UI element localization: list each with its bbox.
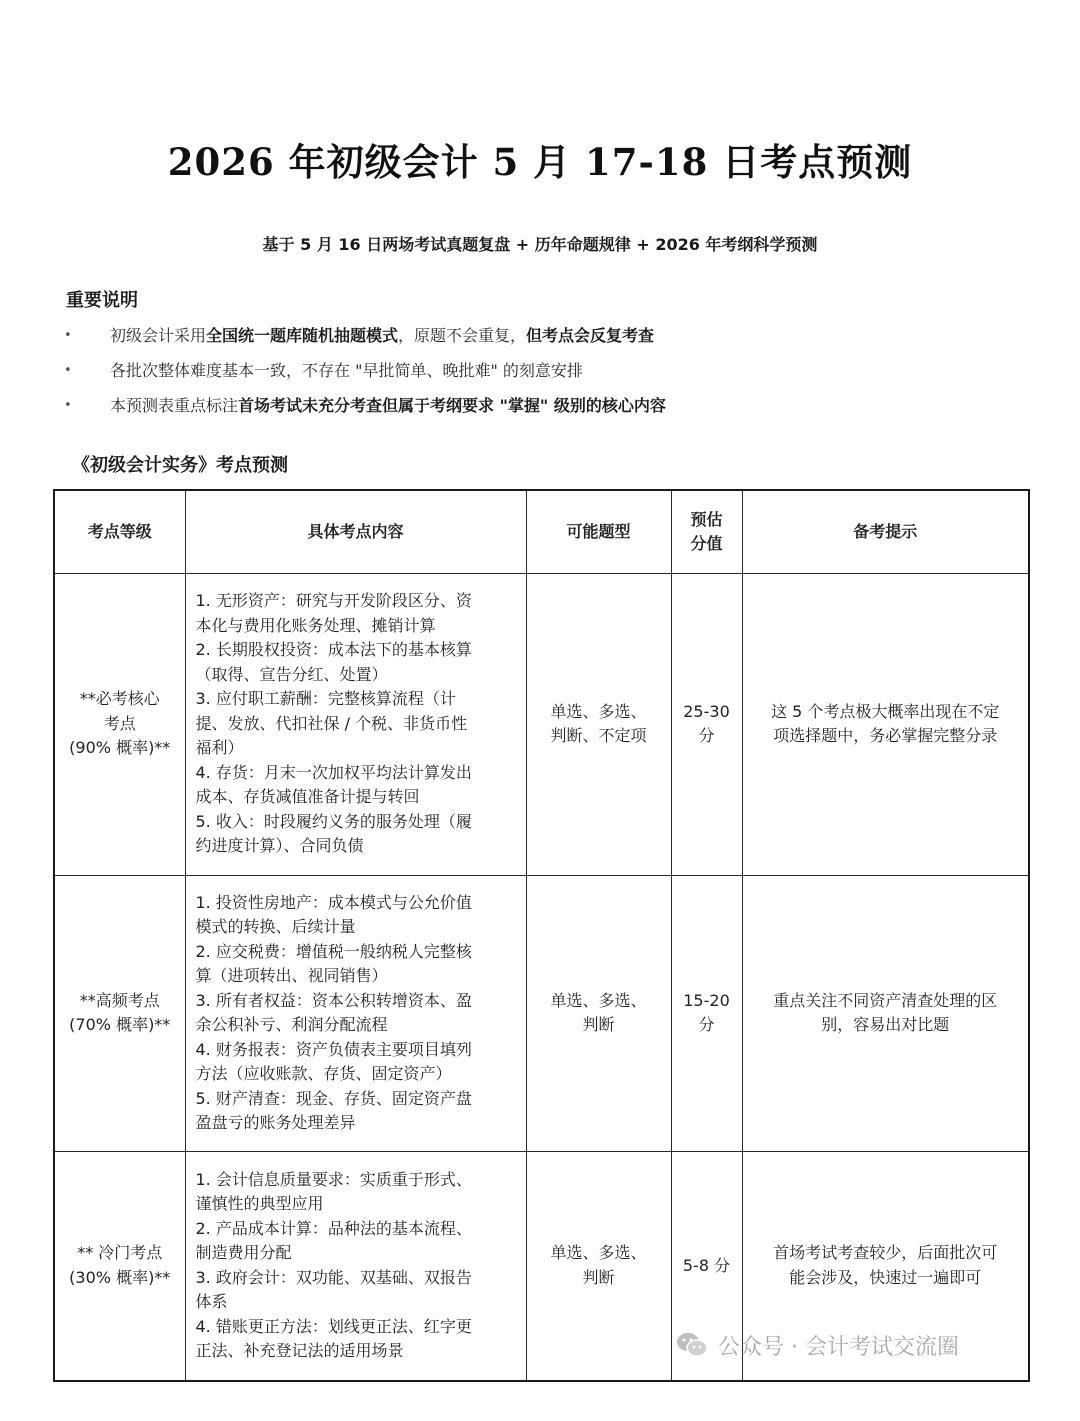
cell-level: ** 冷门考点 (30% 概率)** [54, 1151, 185, 1381]
table-row [54, 875, 1029, 1151]
header-types: 可能题型 [526, 490, 671, 573]
cell-content: 1. 会计信息质量要求：实质重于形式、 谨慎性的典型应用 2. 产品成本计算：品种法的基本流程、 制造费用分配 3. 政府会计：双功能、双基础、双报告 体系 4. 错账更正方法：划线更正法、红字更 正法、补充登记法的适用场景 [185, 1151, 526, 1381]
bullet-icon: • [64, 363, 72, 378]
note-text: 本预测表重点标注首场考试未充分考查但属于考纲要求 "掌握" 级别的核心内容 [110, 396, 666, 415]
cell-tip: 首场考试考查较少，后面批次可 能会涉及，快速过一遍即可 [742, 1151, 1029, 1381]
document-subtitle: 基于 5 月 16 日两场考试真题复盘 + 历年命题规律 + 2026 年考纲科学预测 [262, 235, 818, 254]
cell-tip: 这 5 个考点极大概率出现在不定 项选择题中，务必掌握完整分录 [742, 573, 1029, 875]
bullet-icon: • [64, 328, 72, 343]
cell-types: 单选、多选、 判断、不定项 [526, 573, 671, 875]
watermark [676, 1330, 959, 1360]
cell-score: 15-20 分 [671, 875, 742, 1151]
bullet-icon: • [64, 398, 72, 413]
cell-score: 25-30 分 [671, 573, 742, 875]
notes-list [64, 322, 964, 427]
header-content: 具体考点内容 [185, 490, 526, 573]
cell-types: 单选、多选、 判断 [526, 1151, 671, 1381]
table-heading: 《初级会计实务》考点预测 [72, 455, 288, 476]
cell-content: 1. 无形资产：研究与开发阶段区分、资 本化与费用化账务处理、摊销计算 2. 长期股权投资：成本法下的基本核算 （取得、宣告分红、处置） 3. 应付职工薪酬：完整核算流程（计 提、发放、代扣社保 / 个税、非货币性 福利） 4. 存货：月末一次加权平均法计算发出 成本、存货减值准备计提与转回 5. 收入：时段履约义务的服务处理（履 约进度计算）、合同负债 [185, 573, 526, 875]
cell-level: **必考核心 考点 (90% 概率)** [54, 573, 185, 875]
cell-types: 单选、多选、 判断 [526, 875, 671, 1151]
cell-score: 5-8 分 [671, 1151, 742, 1381]
note-text: 各批次整体难度基本一致，不存在 "早批简单、晚批难" 的刻意安排 [110, 361, 583, 380]
cell-tip: 重点关注不同资产清查处理的区 别，容易出对比题 [742, 875, 1029, 1151]
watermark-text: 公众号 · 会计考试交流圈 [718, 1334, 959, 1360]
note-item [64, 322, 964, 357]
cell-level: **高频考点 (70% 概率)** [54, 875, 185, 1151]
cell-content: 1. 投资性房地产：成本模式与公允价值 模式的转换、后续计量 2. 应交税费：增值税一般纳税人完整核 算（进项转出、视同销售） 3. 所有者权益：资本公积转增资本、盈 余公积补亏、利润分配流程 4. 财务报表：资产负债表主要项目填列 方法（应收账款、存货、固定资产） 5. 财产清查：现金、存货、固定资产盘 盈盘亏的账务处理差异 [185, 875, 526, 1151]
exam-points-table [53, 489, 1030, 1382]
note-item [64, 357, 964, 392]
document-title: 2026 年初级会计 5 月 17-18 日考点预测 [167, 140, 913, 184]
table-header-row [54, 490, 1029, 573]
notes-heading: 重要说明 [66, 290, 138, 311]
wechat-icon [676, 1332, 708, 1358]
table-row [54, 573, 1029, 875]
header-level: 考点等级 [54, 490, 185, 573]
note-text: 初级会计采用全国统一题库随机抽题模式，原题不会重复，但考点会反复考查 [110, 326, 655, 345]
note-item [64, 392, 964, 427]
header-score: 预估 分值 [671, 490, 742, 573]
header-tip: 备考提示 [742, 490, 1029, 573]
